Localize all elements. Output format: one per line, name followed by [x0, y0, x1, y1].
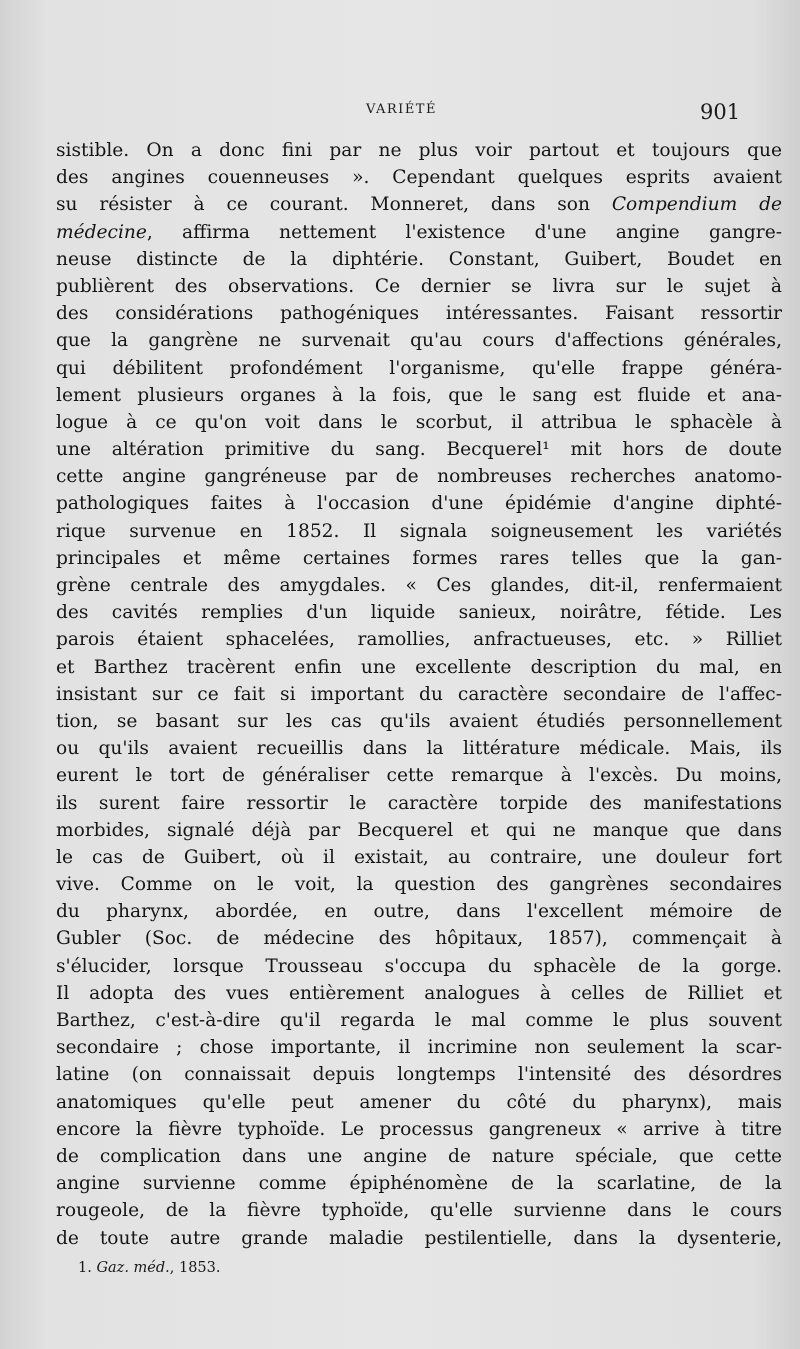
text-line: parois étaient sphacelées, ramollies, anfractueuses, etc. » Rilliet	[56, 629, 782, 651]
text-line: lement plusieurs organes à la fois, que le sang est fluide et ana-	[56, 384, 782, 406]
text-line: de toute autre grande maladie pestilentielle, dans la dysenterie,	[56, 1227, 782, 1249]
text-line: grène centrale des amygdales. « Ces glandes, dit-il, renfermaient	[56, 575, 782, 596]
text-line: que la gangrène ne survenait qu'au cours d'affections générales,	[56, 330, 782, 352]
text-line: principales et même certaines formes rares telles que la gan-	[56, 547, 782, 569]
text-line: Il adopta des vues entièrement analogues à celles de Rilliet et	[56, 982, 782, 1004]
text-line: des cavités remplies d'un liquide sanieux, noirâtre, fétide. Les	[56, 602, 782, 624]
text-line: publièrent des observations. Ce dernier se livra sur le sujet à	[56, 275, 782, 297]
text-line: su résister à ce courant. Monneret, dans son Compendium de	[56, 194, 782, 216]
text-line: morbides, signalé déjà par Becquerel et qui ne manque que dans	[56, 819, 782, 841]
text-line: et Barthez tracèrent enfin une excellente description du mal, en	[56, 656, 782, 678]
text-line: ou qu'ils avaient recueillis dans la littérature médicale. Mais, ils	[56, 738, 782, 760]
text-line: ils surent faire ressortir le caractère torpide des manifestations	[56, 792, 782, 814]
text-line: encore la fièvre typhoïde. Le processus gangreneux « arrive à titre	[56, 1118, 782, 1140]
text-line: rique survenue en 1852. Il signala soigneusement les variétés	[56, 520, 782, 542]
text-line: Barthez, c'est-à-dire qu'il regarda le mal comme le plus souvent	[56, 1010, 782, 1031]
text-line: des considérations pathogéniques intéressantes. Faisant ressortir	[56, 303, 782, 325]
text-line: le cas de Guibert, où il existait, au contraire, une douleur fort	[56, 846, 782, 868]
footnote-year: , 1853.	[169, 1260, 221, 1276]
text-line: rougeole, de la fièvre typhoïde, qu'elle survienne dans le cours	[56, 1200, 782, 1222]
body-text	[56, 137, 782, 1252]
text-line: secondaire ; chose importante, il incrimine non seulement la scar-	[56, 1037, 782, 1059]
text-line: latine (on connaissait depuis longtemps l'intensité des désordres	[56, 1064, 782, 1086]
footnote	[78, 1260, 221, 1276]
text-line: une altération primitive du sang. Becquerel¹ mit hors de doute	[56, 439, 782, 461]
text-line: logue à ce qu'on voit dans le scorbut, il attribua le sphacèle à	[56, 411, 782, 433]
text-line: angine survienne comme épiphénomène de la scarlatine, de la	[56, 1173, 782, 1195]
text-line: Gubler (Soc. de médecine des hôpitaux, 1857), commençait à	[56, 928, 782, 950]
footnote-source: Gaz. méd.	[96, 1260, 170, 1276]
text-line: anatomiques qu'elle peut amener du côté du pharynx), mais	[56, 1091, 782, 1113]
text-line: qui débilitent profondément l'organisme, qu'elle frappe généra-	[56, 357, 782, 379]
page-number: 901	[700, 100, 741, 124]
footnote-marker: 1.	[78, 1260, 92, 1276]
text-line: du pharynx, abordée, en outre, dans l'excellent mémoire de	[56, 901, 782, 923]
text-line: eurent le tort de généraliser cette remarque à l'excès. Du moins,	[56, 765, 782, 787]
text-line: vive. Comme on le voit, la question des gangrènes secondaires	[56, 874, 782, 896]
text-line: neuse distincte de la diphtérie. Constant, Guibert, Boudet en	[56, 248, 782, 270]
text-line: de complication dans une angine de nature spéciale, que cette	[56, 1145, 782, 1167]
text-line: sistible. On a donc fini par ne plus voir partout et toujours que	[56, 140, 782, 161]
text-line: insistant sur ce fait si important du caractère secondaire de l'affec-	[56, 683, 782, 705]
text-line: pathologiques faites à l'occasion d'une épidémie d'angine diphté-	[56, 493, 782, 515]
text-line: des angines couenneuses ». Cependant quelques esprits avaient	[56, 167, 782, 189]
text-line: cette angine gangréneuse par de nombreuses recherches anatomo-	[56, 466, 782, 488]
text-line: s'élucider, lorsque Trousseau s'occupa du sphacèle de la gorge.	[56, 955, 782, 977]
text-line: tion, se basant sur les cas qu'ils avaient étudiés personnellement	[56, 710, 782, 732]
running-title: VARIÉTÉ	[366, 102, 437, 117]
text-line: médecine, affirma nettement l'existence d'une angine gangre-	[56, 221, 782, 243]
